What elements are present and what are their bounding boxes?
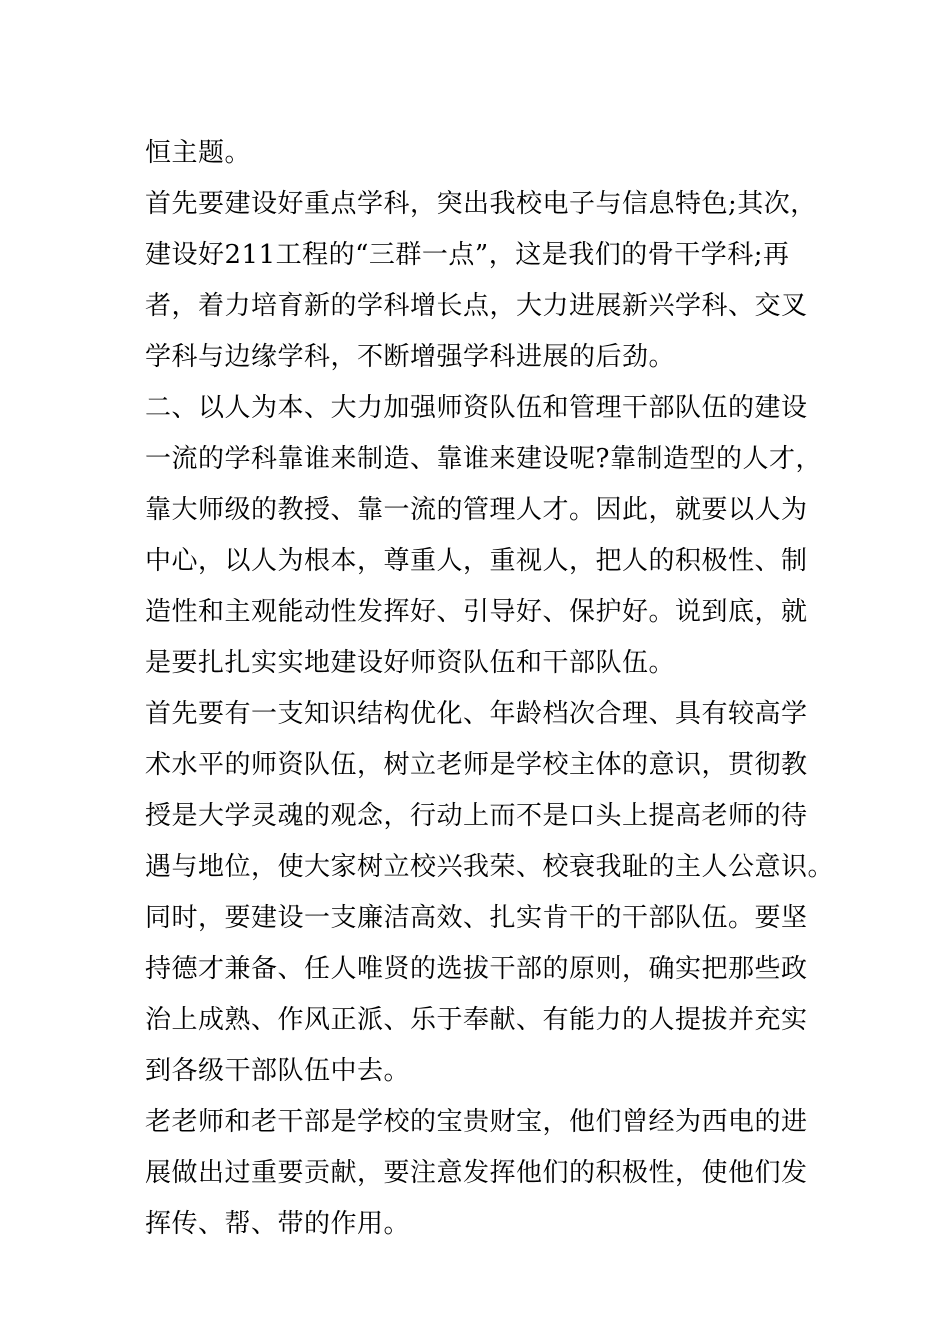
text-line: 造性和主观能动性发挥好、引导好、保护好。说到底，就 <box>145 597 808 627</box>
text-line: 首先要建设好重点学科，突出我校电子与信息特色;其次， <box>145 189 817 219</box>
text-line: 建设好211工程的“三群一点”，这是我们的骨干学科;再 <box>145 240 790 270</box>
text-line: 到各级干部队伍中去。 <box>145 1056 411 1086</box>
text-line: 术水平的师资队伍，树立老师是学校主体的意识，贯彻教 <box>145 750 808 780</box>
text-line: 持德才兼备、任人唯贤的选拔干部的原则，确实把那些政 <box>145 954 808 984</box>
text-line: 授是大学灵魂的观念，行动上而不是口头上提高老师的待 <box>145 801 808 831</box>
text-line: 挥传、帮、带的作用。 <box>145 1209 411 1239</box>
text-line: 展做出过重要贡献，要注意发挥他们的积极性，使他们发 <box>145 1158 808 1188</box>
text-line: 一流的学科靠谁来制造、靠谁来建设呢?靠制造型的人才， <box>145 444 822 474</box>
text-line: 老老师和老干部是学校的宝贵财宝，他们曾经为西电的进 <box>145 1107 808 1137</box>
text-line: 是要扎扎实实地建设好师资队伍和干部队伍。 <box>145 648 676 678</box>
text-line: 恒主题。 <box>145 138 252 168</box>
body-text <box>145 128 835 1250</box>
section-heading: 二、以人为本、大力加强师资队伍和管理干部队伍的建设 <box>145 393 808 423</box>
text-line: 首先要有一支知识结构优化、年龄档次合理、具有较高学 <box>145 699 808 729</box>
text-line: 学科与边缘学科，不断增强学科进展的后劲。 <box>145 342 676 372</box>
text-line: 靠大师级的教授、靠一流的管理人才。因此，就要以人为 <box>145 495 808 525</box>
text-line: 中心，以人为根本，尊重人，重视人，把人的积极性、制 <box>145 546 808 576</box>
text-line: 同时，要建设一支廉洁高效、扎实肯干的干部队伍。要坚 <box>145 903 808 933</box>
text-line: 者，着力培育新的学科增长点，大力进展新兴学科、交叉 <box>145 291 808 321</box>
text-line: 遇与地位，使大家树立校兴我荣、校衰我耻的主人公意识。 <box>145 852 835 882</box>
text-line: 治上成熟、作风正派、乐于奉献、有能力的人提拔并充实 <box>145 1005 808 1035</box>
